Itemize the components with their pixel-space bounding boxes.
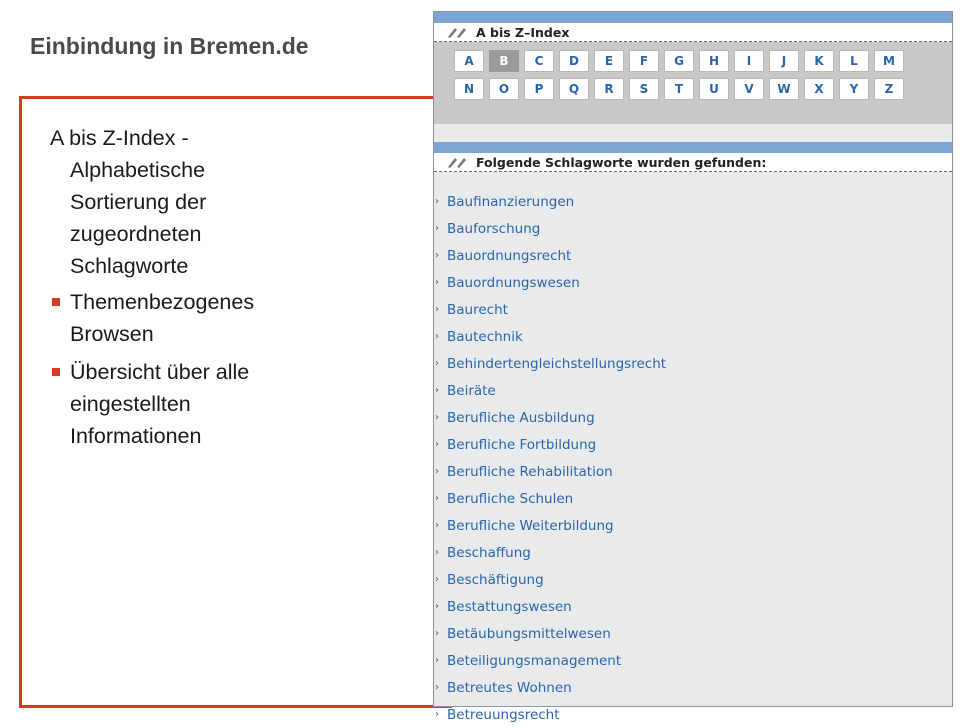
az-index-header xyxy=(434,23,952,42)
result-item xyxy=(434,242,952,269)
result-item xyxy=(434,377,952,404)
result-link[interactable]: Betreuungsrecht xyxy=(447,706,560,723)
result-link[interactable]: Beschaffung xyxy=(447,544,531,561)
result-link[interactable]: Betreutes Wohnen xyxy=(447,679,572,696)
chevron-right-icon: › xyxy=(435,223,439,234)
result-item xyxy=(434,593,952,620)
result-link[interactable]: Berufliche Schulen xyxy=(447,490,574,507)
result-link[interactable]: Bestattungswesen xyxy=(447,598,572,615)
letter-navigation xyxy=(434,42,952,124)
result-link[interactable]: Baufinanzierungen xyxy=(447,193,575,210)
letter-button-o[interactable]: O xyxy=(489,78,519,100)
letter-row-n-z xyxy=(434,78,952,100)
letter-button-e[interactable]: E xyxy=(594,50,624,72)
letter-button-z[interactable]: Z xyxy=(874,78,904,100)
result-item xyxy=(434,431,952,458)
letter-button-j[interactable]: J xyxy=(769,50,799,72)
result-link[interactable]: Beiräte xyxy=(447,382,496,399)
letter-button-i[interactable]: I xyxy=(734,50,764,72)
letter-button-h[interactable]: H xyxy=(699,50,729,72)
results-heading: Folgende Schlagworte wurden gefunden: xyxy=(476,154,767,170)
chevron-right-icon: › xyxy=(435,628,439,639)
chevron-right-icon: › xyxy=(435,385,439,396)
result-item xyxy=(434,323,952,350)
letter-button-q[interactable]: Q xyxy=(559,78,589,100)
results-band xyxy=(434,142,952,153)
letter-button-d[interactable]: D xyxy=(559,50,589,72)
bullet-item xyxy=(50,286,320,350)
result-item xyxy=(434,512,952,539)
letter-button-b[interactable]: B xyxy=(489,50,519,72)
square-bullet-icon xyxy=(52,368,60,376)
chevron-right-icon: › xyxy=(435,439,439,450)
letter-button-v[interactable]: V xyxy=(734,78,764,100)
letter-button-s[interactable]: S xyxy=(629,78,659,100)
result-link[interactable]: Bauforschung xyxy=(447,220,541,237)
chevron-right-icon: › xyxy=(435,709,439,720)
chevron-right-icon: › xyxy=(435,412,439,423)
letter-button-g[interactable]: G xyxy=(664,50,694,72)
result-link[interactable]: Beschäftigung xyxy=(447,571,544,588)
chevron-right-icon: › xyxy=(435,574,439,585)
result-link[interactable]: Bautechnik xyxy=(447,328,523,345)
results-list xyxy=(434,172,952,728)
result-link[interactable]: Bauordnungswesen xyxy=(447,274,580,291)
bullet-text: Themenbezogenes Browsen xyxy=(70,290,255,346)
square-bullet-icon xyxy=(52,298,60,306)
chevron-right-icon: › xyxy=(435,466,439,477)
letter-button-a[interactable]: A xyxy=(454,50,484,72)
result-item xyxy=(434,674,952,701)
result-item xyxy=(434,485,952,512)
chevron-right-icon: › xyxy=(435,601,439,612)
chevron-right-icon: › xyxy=(435,250,439,261)
chevron-right-icon: › xyxy=(435,304,439,315)
result-link[interactable]: Berufliche Ausbildung xyxy=(447,409,595,426)
result-link[interactable]: Behindertengleichstellungsrecht xyxy=(447,355,667,372)
result-link[interactable]: Berufliche Rehabilitation xyxy=(447,463,613,480)
letter-button-p[interactable]: P xyxy=(524,78,554,100)
result-link[interactable]: Betäubungsmittelwesen xyxy=(447,625,611,642)
result-item xyxy=(434,701,952,728)
letter-row-a-m xyxy=(434,50,952,72)
letter-button-t[interactable]: T xyxy=(664,78,694,100)
result-item xyxy=(434,269,952,296)
slide-title: Einbindung in Bremen.de xyxy=(30,33,309,59)
letter-button-n[interactable]: N xyxy=(454,78,484,100)
lead-first-line: A bis Z-Index - xyxy=(50,126,189,150)
result-item xyxy=(434,296,952,323)
letter-button-w[interactable]: W xyxy=(769,78,799,100)
chevron-right-icon: › xyxy=(435,493,439,504)
section-gap xyxy=(434,124,952,142)
result-item xyxy=(434,215,952,242)
result-item xyxy=(434,539,952,566)
result-item xyxy=(434,647,952,674)
result-item xyxy=(434,566,952,593)
result-link[interactable]: Berufliche Fortbildung xyxy=(447,436,597,453)
bullet-text: Übersicht über alle eingestellten Informationen xyxy=(70,360,250,448)
lead-continuation: Alphabetische Sortierung der zugeordneten Schlagworte xyxy=(70,158,207,278)
chevron-right-icon: › xyxy=(435,331,439,342)
chevron-right-icon: › xyxy=(435,196,439,207)
result-item xyxy=(434,620,952,647)
letter-button-l[interactable]: L xyxy=(839,50,869,72)
result-link[interactable]: Berufliche Weiterbildung xyxy=(447,517,614,534)
double-arrow-icon xyxy=(446,25,470,39)
az-index-heading: A bis Z–Index xyxy=(476,24,570,40)
chevron-right-icon: › xyxy=(435,655,439,666)
letter-button-c[interactable]: C xyxy=(524,50,554,72)
letter-button-m[interactable]: M xyxy=(874,50,904,72)
result-item xyxy=(434,404,952,431)
result-link[interactable]: Baurecht xyxy=(447,301,508,318)
letter-button-f[interactable]: F xyxy=(629,50,659,72)
result-item xyxy=(434,188,952,215)
chevron-right-icon: › xyxy=(435,520,439,531)
result-link[interactable]: Beteiligungsmanagement xyxy=(447,652,622,669)
screenshot-panel xyxy=(433,11,953,723)
chevron-right-icon: › xyxy=(435,547,439,558)
letter-button-y[interactable]: Y xyxy=(839,78,869,100)
letter-button-k[interactable]: K xyxy=(804,50,834,72)
letter-button-u[interactable]: U xyxy=(699,78,729,100)
double-arrow-icon xyxy=(446,155,470,169)
chevron-right-icon: › xyxy=(435,682,439,693)
lead-text xyxy=(50,122,310,282)
result-item xyxy=(434,350,952,377)
top-band xyxy=(434,12,952,23)
result-item xyxy=(434,458,952,485)
bullet-list xyxy=(50,286,320,458)
result-link[interactable]: Bauordnungsrecht xyxy=(447,247,572,264)
chevron-right-icon: › xyxy=(435,277,439,288)
results-header xyxy=(434,153,952,172)
letter-button-r[interactable]: R xyxy=(594,78,624,100)
bullet-item xyxy=(50,356,320,452)
chevron-right-icon: › xyxy=(435,358,439,369)
letter-button-x[interactable]: X xyxy=(804,78,834,100)
